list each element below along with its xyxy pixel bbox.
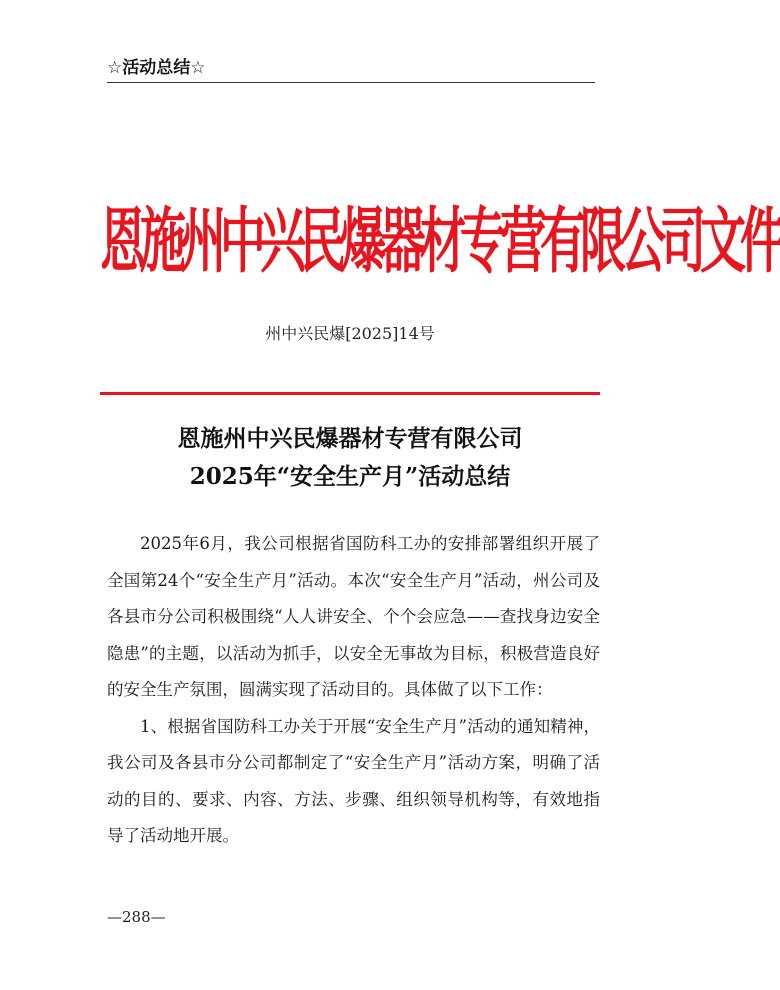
page-number: —288—: [107, 908, 166, 926]
document-number: 州中兴民爆[2025]14号: [265, 324, 435, 343]
red-divider: [100, 392, 600, 395]
document-title-line-2: 2025年“安全生产月”活动总结: [189, 463, 511, 490]
header-divider: [107, 82, 595, 83]
body-paragraph-2: 1、根据省国防科工办关于开展“安全生产月”活动的通知精神，我公司及各县市分公司都制定了“安全生产月”活动方案，明确了活动的目的、要求、内容、方法、步骤、组织领导机构等，有效地指导了活动地开展。: [107, 716, 600, 845]
issuer-red-banner: 恩施州中兴民爆器材专营有限公司文件: [100, 198, 780, 283]
document-title-line-1: 恩施州中兴民爆器材专营有限公司: [177, 425, 523, 452]
document-body: [107, 526, 600, 855]
section-header: ☆活动总结☆: [107, 58, 206, 78]
body-paragraph-1: 2025年6月，我公司根据省国防科工办的安排部署组织开展了全国第24个“安全生产月”活动。本次“安全生产月”活动，州公司及各县市分公司积极围绕“人人讲安全、个个会应急——查找身边安全隐患”的主题，以活动为抓手，以安全无事故为目标，积极营造良好的安全生产氛围，圆满实现了活动目的。具体做了以下工作：: [107, 534, 600, 699]
